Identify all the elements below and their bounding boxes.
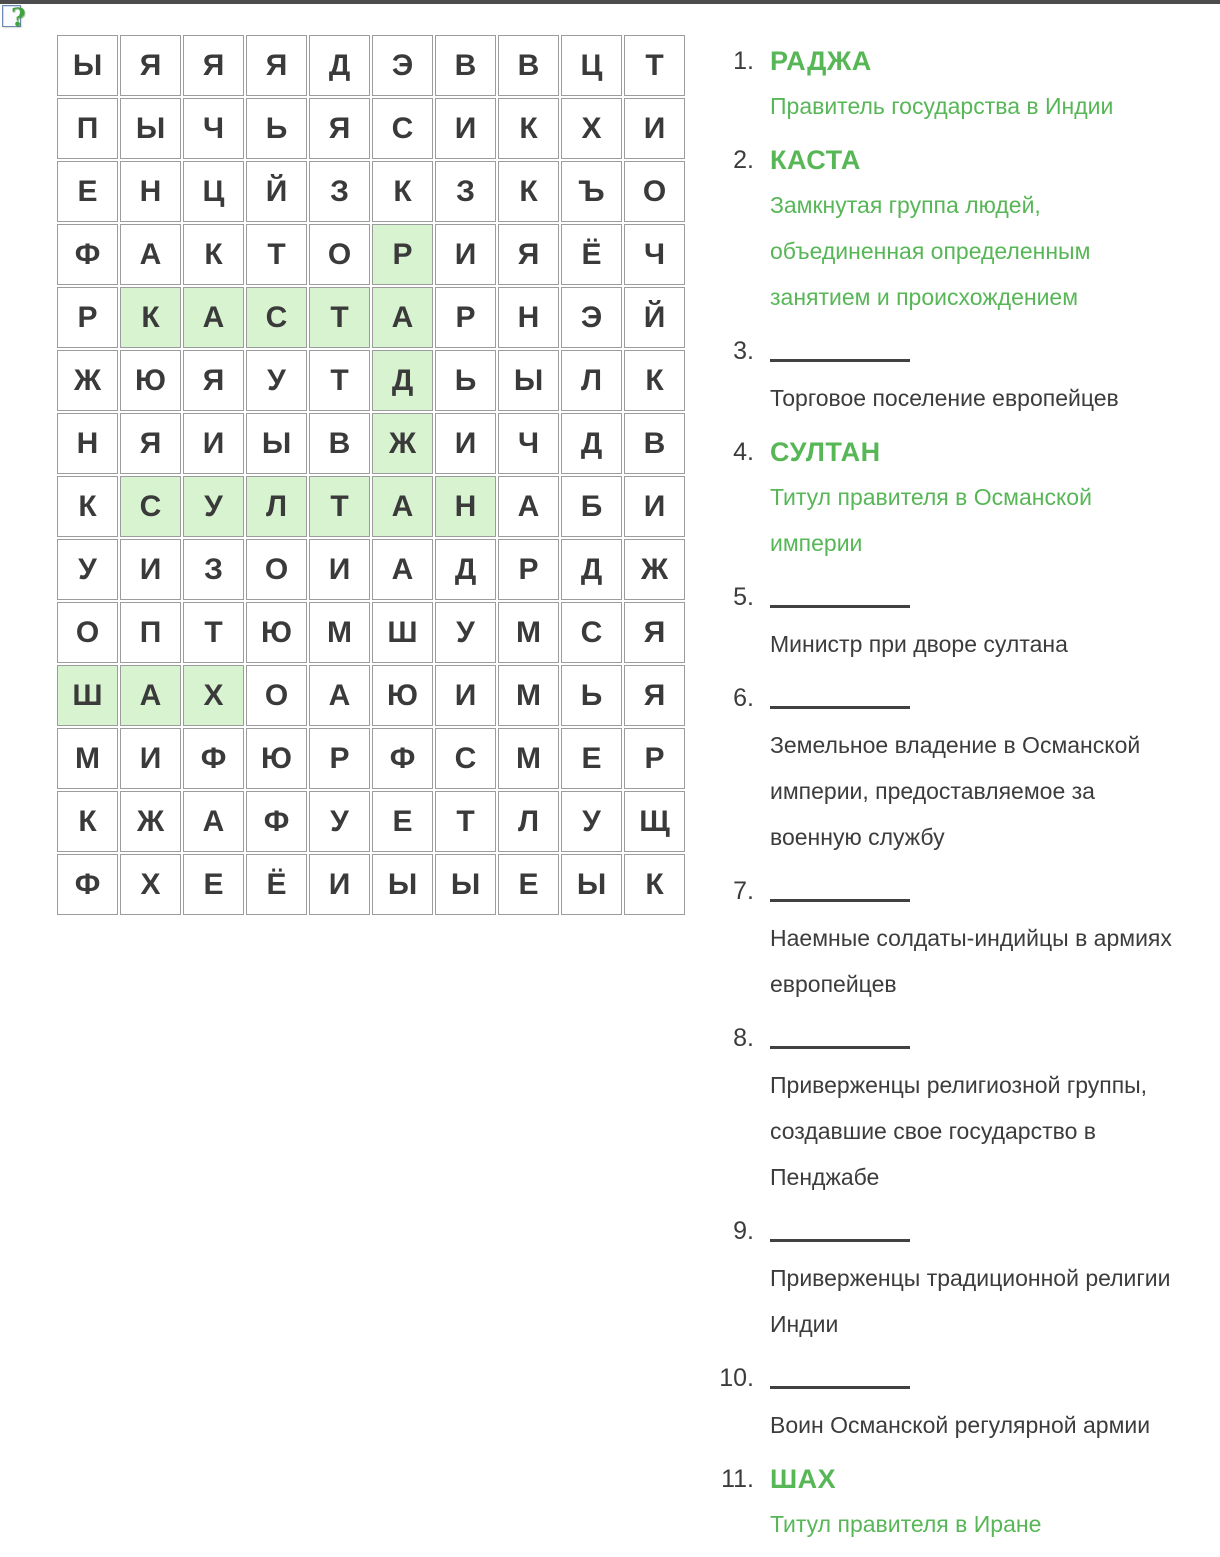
grid-cell-highlighted[interactable]: Ш (57, 665, 118, 726)
grid-cell[interactable]: О (57, 602, 118, 663)
grid-cell[interactable]: Я (498, 224, 559, 285)
grid-cell[interactable]: Т (246, 224, 307, 285)
grid-cell-highlighted[interactable]: А (120, 665, 181, 726)
clue-item (704, 40, 1198, 129)
clue-number: 1. (733, 47, 754, 75)
grid-cell[interactable]: Ф (57, 224, 118, 285)
grid-cell[interactable]: А (120, 224, 181, 285)
clue-number: 5. (733, 583, 754, 611)
grid-cell[interactable]: Ы (372, 854, 433, 915)
grid-cell[interactable]: А (183, 791, 244, 852)
question-mark-glyph: ? (11, 3, 26, 32)
answer-blank-line (770, 576, 910, 608)
grid-cell[interactable]: Ц (183, 161, 244, 222)
clue-number: 9. (733, 1217, 754, 1245)
grid-cell[interactable]: Я (246, 35, 307, 96)
grid-row (57, 35, 685, 96)
grid-cell[interactable]: З (309, 161, 370, 222)
grid-cell[interactable]: З (183, 539, 244, 600)
grid-cell[interactable]: М (498, 602, 559, 663)
clue-description: Правитель государства в Индии (770, 93, 1114, 119)
clue-number: 2. (733, 146, 754, 174)
clue-body (770, 431, 1182, 566)
grid-cell[interactable]: Й (246, 161, 307, 222)
grid-cell-highlighted[interactable]: С (246, 287, 307, 348)
grid-cell-highlighted[interactable]: А (372, 287, 433, 348)
grid-cell[interactable]: Ж (624, 539, 685, 600)
grid-cell[interactable]: Ы (57, 35, 118, 96)
grid-row (57, 791, 685, 852)
clue-body (770, 330, 1182, 421)
grid-cell[interactable]: Ю (120, 350, 181, 411)
grid-cell[interactable]: У (435, 602, 496, 663)
clue-answer-blank (770, 677, 1182, 721)
letter-grid (55, 33, 687, 917)
grid-cell[interactable]: В (498, 35, 559, 96)
clue-answer-word: КАСТА (770, 145, 861, 175)
grid-cell[interactable]: Б (561, 476, 622, 537)
clue-item (704, 139, 1198, 320)
grid-cell[interactable]: И (435, 413, 496, 474)
grid-cell[interactable]: Ю (246, 728, 307, 789)
letter-grid-body (57, 35, 685, 915)
grid-cell[interactable]: Ч (624, 224, 685, 285)
answer-blank-line (770, 1017, 910, 1049)
clue-description: Титул правителя в Иране (770, 1511, 1042, 1537)
grid-cell[interactable]: Ж (57, 350, 118, 411)
clue-answer-blank (770, 870, 1182, 914)
grid-row (57, 161, 685, 222)
grid-cell[interactable]: Я (120, 413, 181, 474)
grid-cell[interactable]: Ф (57, 854, 118, 915)
grid-cell[interactable]: Ч (498, 413, 559, 474)
grid-cell[interactable]: К (498, 98, 559, 159)
grid-cell[interactable]: Я (624, 665, 685, 726)
grid-cell[interactable]: З (435, 161, 496, 222)
grid-cell[interactable]: Ф (246, 791, 307, 852)
grid-cell[interactable]: Ф (372, 728, 433, 789)
grid-cell[interactable]: У (309, 791, 370, 852)
grid-cell[interactable]: И (309, 539, 370, 600)
clue-answer-blank (770, 1210, 1182, 1254)
grid-cell[interactable]: А (498, 476, 559, 537)
grid-cell[interactable]: Ю (372, 665, 433, 726)
grid-cell[interactable]: Я (120, 35, 181, 96)
clue-description: Титул правителя в Османской империи (770, 484, 1092, 556)
grid-cell[interactable]: Е (183, 854, 244, 915)
clue-item (704, 1210, 1198, 1347)
grid-cell[interactable]: Р (624, 728, 685, 789)
grid-cell[interactable]: К (624, 350, 685, 411)
grid-cell[interactable]: О (624, 161, 685, 222)
grid-cell[interactable]: К (624, 854, 685, 915)
clue-description: Земельное владение в Османской империи, предоставляемое за военную службу (770, 732, 1141, 850)
grid-cell[interactable]: Т (183, 602, 244, 663)
grid-cell[interactable]: В (435, 35, 496, 96)
grid-cell[interactable]: Я (624, 602, 685, 663)
grid-cell[interactable]: Д (561, 539, 622, 600)
grid-cell[interactable]: Ы (561, 854, 622, 915)
grid-cell[interactable]: В (624, 413, 685, 474)
grid-cell[interactable]: Е (57, 161, 118, 222)
grid-cell[interactable]: У (57, 539, 118, 600)
clue-body (770, 870, 1182, 1007)
clue-number: 3. (733, 337, 754, 365)
clue-description: Приверженцы традиционной религии Индии (770, 1265, 1171, 1337)
grid-cell[interactable]: К (183, 224, 244, 285)
clue-item (704, 1458, 1198, 1547)
grid-row (57, 602, 685, 663)
clue-body (770, 1357, 1182, 1448)
clue-body (770, 576, 1182, 667)
grid-cell[interactable]: Ш (372, 602, 433, 663)
grid-cell[interactable]: Э (372, 35, 433, 96)
grid-cell[interactable]: Т (624, 35, 685, 96)
grid-cell[interactable]: А (372, 539, 433, 600)
grid-row (57, 665, 685, 726)
grid-cell[interactable]: П (120, 602, 181, 663)
grid-row (57, 413, 685, 474)
clue-item (704, 1017, 1198, 1200)
clue-answer-blank (770, 1017, 1182, 1061)
clue-description: Наемные солдаты-индийцы в армиях европейцев (770, 925, 1172, 997)
grid-cell-highlighted[interactable]: С (120, 476, 181, 537)
grid-cell-highlighted[interactable]: Р (372, 224, 433, 285)
clue-description: Приверженцы религиозной группы, создавшие свое государство в Пенджабе (770, 1072, 1148, 1190)
clue-answer-blank (770, 1357, 1182, 1401)
grid-cell[interactable]: В (309, 413, 370, 474)
broken-image-icon (2, 5, 34, 37)
grid-cell[interactable]: О (309, 224, 370, 285)
grid-cell[interactable]: Д (435, 539, 496, 600)
grid-row (57, 476, 685, 537)
grid-cell[interactable]: Я (183, 350, 244, 411)
grid-cell[interactable]: Э (561, 287, 622, 348)
grid-cell[interactable]: И (624, 98, 685, 159)
grid-cell-highlighted[interactable]: Л (246, 476, 307, 537)
clue-body (770, 1210, 1182, 1347)
grid-cell[interactable]: У (561, 791, 622, 852)
clue-number: 10. (719, 1364, 754, 1392)
grid-cell[interactable]: Ь (561, 665, 622, 726)
clue-number: 6. (733, 684, 754, 712)
grid-cell[interactable]: Ы (498, 350, 559, 411)
grid-cell[interactable]: Ы (246, 413, 307, 474)
grid-cell[interactable]: Е (372, 791, 433, 852)
grid-cell-highlighted[interactable]: У (183, 476, 244, 537)
grid-cell[interactable]: Т (309, 350, 370, 411)
clue-item (704, 870, 1198, 1007)
grid-cell[interactable]: Д (309, 35, 370, 96)
grid-cell[interactable]: К (372, 161, 433, 222)
grid-cell[interactable]: Я (309, 98, 370, 159)
clue-answer-blank (770, 330, 1182, 374)
clue-description: Замкнутая группа людей, объединенная определенным занятием и происхождением (770, 192, 1091, 310)
grid-cell[interactable]: П (57, 98, 118, 159)
grid-row (57, 728, 685, 789)
grid-cell[interactable]: Ц (561, 35, 622, 96)
grid-cell[interactable]: Ы (120, 98, 181, 159)
clue-answer-word: РАДЖА (770, 46, 872, 76)
top-bar (0, 0, 1220, 4)
grid-cell[interactable]: Ь (435, 350, 496, 411)
grid-cell[interactable]: И (435, 224, 496, 285)
grid-cell[interactable]: Н (57, 413, 118, 474)
grid-cell-highlighted[interactable]: А (372, 476, 433, 537)
grid-cell[interactable]: Ж (120, 791, 181, 852)
grid-cell-highlighted[interactable]: Т (309, 476, 370, 537)
grid-cell[interactable]: Т (435, 791, 496, 852)
grid-cell[interactable]: Ь (246, 98, 307, 159)
grid-cell[interactable]: Р (309, 728, 370, 789)
grid-cell[interactable]: И (309, 854, 370, 915)
grid-cell[interactable]: М (309, 602, 370, 663)
grid-cell[interactable]: И (435, 98, 496, 159)
grid-cell[interactable]: С (561, 602, 622, 663)
clue-item (704, 677, 1198, 860)
grid-cell[interactable]: И (624, 476, 685, 537)
grid-cell[interactable]: К (57, 476, 118, 537)
clue-number: 4. (733, 438, 754, 466)
grid-row (57, 98, 685, 159)
grid-cell[interactable]: К (498, 161, 559, 222)
grid-cell[interactable]: Х (120, 854, 181, 915)
grid-cell[interactable]: Я (183, 35, 244, 96)
grid-cell[interactable]: Д (561, 413, 622, 474)
grid-row (57, 854, 685, 915)
clue-body (770, 677, 1182, 860)
grid-cell[interactable]: Ъ (561, 161, 622, 222)
grid-cell-highlighted[interactable]: Н (435, 476, 496, 537)
grid-cell[interactable]: А (309, 665, 370, 726)
grid-cell-highlighted[interactable]: А (183, 287, 244, 348)
clue-item (704, 431, 1198, 566)
grid-cell[interactable]: О (246, 665, 307, 726)
answer-blank-line (770, 1210, 910, 1242)
clue-body (770, 40, 1182, 129)
grid-cell[interactable]: У (246, 350, 307, 411)
clue-description: Министр при дворе султана (770, 631, 1068, 657)
grid-cell[interactable]: Ч (183, 98, 244, 159)
clue-number: 7. (733, 877, 754, 905)
grid-cell[interactable]: Л (561, 350, 622, 411)
clue-body (770, 1458, 1182, 1547)
clue-body (770, 1017, 1182, 1200)
clue-answer-word: ШАХ (770, 1464, 837, 1494)
grid-row (57, 350, 685, 411)
grid-cell[interactable]: И (120, 728, 181, 789)
clue-list (704, 40, 1198, 1557)
clue-answer-blank (770, 576, 1182, 620)
clue-number: 8. (733, 1024, 754, 1052)
grid-cell[interactable]: Щ (624, 791, 685, 852)
clue-answer-word: СУЛТАН (770, 437, 881, 467)
grid-cell-highlighted[interactable]: Х (183, 665, 244, 726)
grid-cell[interactable]: Ё (561, 224, 622, 285)
grid-cell[interactable]: Й (624, 287, 685, 348)
grid-row (57, 224, 685, 285)
grid-cell[interactable]: И (120, 539, 181, 600)
clue-item (704, 330, 1198, 421)
answer-blank-line (770, 677, 910, 709)
grid-cell[interactable]: Е (498, 854, 559, 915)
grid-cell[interactable]: Р (57, 287, 118, 348)
grid-cell[interactable]: О (246, 539, 307, 600)
grid-cell-highlighted[interactable]: Д (372, 350, 433, 411)
grid-row (57, 539, 685, 600)
grid-cell[interactable]: Ю (246, 602, 307, 663)
grid-cell[interactable]: С (435, 728, 496, 789)
grid-cell[interactable]: Н (120, 161, 181, 222)
grid-row (57, 287, 685, 348)
clue-item (704, 1357, 1198, 1448)
grid-cell[interactable]: К (57, 791, 118, 852)
grid-cell[interactable]: Ы (435, 854, 496, 915)
grid-cell[interactable]: Р (435, 287, 496, 348)
grid-cell[interactable]: М (498, 728, 559, 789)
grid-cell-highlighted[interactable]: Т (309, 287, 370, 348)
grid-cell[interactable]: М (498, 665, 559, 726)
grid-cell-highlighted[interactable]: Ж (372, 413, 433, 474)
grid-cell[interactable]: Л (498, 791, 559, 852)
clue-item (704, 576, 1198, 667)
grid-cell[interactable]: Х (561, 98, 622, 159)
grid-cell[interactable]: Ф (183, 728, 244, 789)
answer-blank-line (770, 870, 910, 902)
clue-body (770, 139, 1182, 320)
grid-cell[interactable]: М (57, 728, 118, 789)
grid-cell[interactable]: Р (498, 539, 559, 600)
grid-cell[interactable]: И (435, 665, 496, 726)
clue-description: Торговое поселение европейцев (770, 385, 1119, 411)
grid-cell[interactable]: С (372, 98, 433, 159)
grid-cell[interactable]: Ё (246, 854, 307, 915)
grid-cell[interactable]: И (183, 413, 244, 474)
grid-cell[interactable]: Н (498, 287, 559, 348)
clue-number: 11. (721, 1465, 754, 1493)
clue-description: Воин Османской регулярной армии (770, 1412, 1151, 1438)
answer-blank-line (770, 330, 910, 362)
grid-cell[interactable]: Е (561, 728, 622, 789)
answer-blank-line (770, 1357, 910, 1389)
grid-cell-highlighted[interactable]: К (120, 287, 181, 348)
